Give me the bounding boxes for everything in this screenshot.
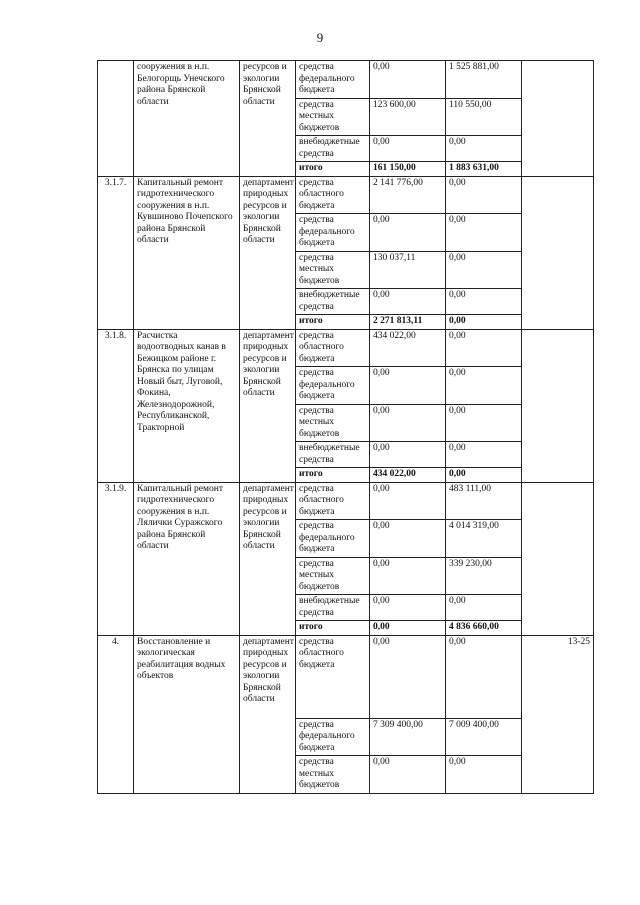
table-body (98, 61, 594, 794)
funding-source: средства местных бюджетов (296, 98, 370, 136)
total-label: итого (296, 621, 370, 636)
item-executor: департамент природных ресурсов и экологии Брянской области (240, 635, 296, 793)
amount-cell: 0,00 (370, 289, 446, 315)
amount-cell: 7 009 400,00 (446, 718, 522, 756)
amount-cell: 0,00 (370, 595, 446, 621)
table-row (98, 635, 594, 718)
amount-cell: 1 525 881,00 (446, 61, 522, 99)
item-name: Капитальный ремонт гидротехнического сооружения в н.п. Кувшиново Почепского района Брянской области (134, 176, 240, 329)
funding-source: средства федерального бюджета (296, 61, 370, 99)
amount-cell: 0,00 (370, 635, 446, 718)
total-amount: 2 271 813,11 (370, 315, 446, 330)
amount-cell: 7 309 400,00 (370, 718, 446, 756)
amount-cell: 4 014 319,00 (446, 520, 522, 558)
amount-cell: 0,00 (370, 367, 446, 405)
funding-source: средства областного бюджета (296, 329, 370, 367)
funding-source: внебюджетные средства (296, 595, 370, 621)
amount-cell: 0,00 (446, 176, 522, 214)
item-name: сооружения в н.п. Белогорщь Унечского района Брянской области (134, 61, 240, 177)
total-label: итого (296, 315, 370, 330)
funding-source: средства федерального бюджета (296, 214, 370, 252)
amount-cell: 0,00 (370, 214, 446, 252)
funding-source: внебюджетные средства (296, 136, 370, 162)
amount-cell: 0,00 (446, 404, 522, 442)
funding-source: средства местных бюджетов (296, 756, 370, 794)
amount-cell: 0,00 (370, 520, 446, 558)
amount-cell: 483 111,00 (446, 482, 522, 520)
total-amount: 0,00 (370, 621, 446, 636)
amount-cell: 0,00 (370, 136, 446, 162)
total-amount: 434 022,00 (370, 468, 446, 483)
item-code (522, 482, 594, 635)
amount-cell: 0,00 (370, 482, 446, 520)
item-name: Восстановление и экологическая реабилитация водных объектов (134, 635, 240, 793)
amount-cell: 0,00 (446, 756, 522, 794)
amount-cell: 123 600,00 (370, 98, 446, 136)
amount-cell: 0,00 (446, 251, 522, 289)
amount-cell: 0,00 (370, 756, 446, 794)
amount-cell: 2 141 776,00 (370, 176, 446, 214)
funding-source: средства областного бюджета (296, 482, 370, 520)
item-code (522, 329, 594, 482)
total-amount: 0,00 (446, 315, 522, 330)
item-code (522, 61, 594, 177)
amount-cell: 130 037,11 (370, 251, 446, 289)
total-amount: 1 883 631,00 (446, 162, 522, 177)
table-row (98, 482, 594, 520)
item-executor: департамент природных ресурсов и экологии Брянской области (240, 176, 296, 329)
funding-source: средства федерального бюджета (296, 718, 370, 756)
amount-cell: 0,00 (446, 635, 522, 718)
amount-cell: 0,00 (446, 136, 522, 162)
amount-cell: 110 550,00 (446, 98, 522, 136)
funding-source: средства федерального бюджета (296, 520, 370, 558)
amount-cell: 434 022,00 (370, 329, 446, 367)
table-row (98, 176, 594, 214)
item-code: 13-25 (522, 635, 594, 793)
total-amount: 161 150,00 (370, 162, 446, 177)
amount-cell: 0,00 (370, 61, 446, 99)
page-number: 9 (316, 30, 324, 45)
amount-cell: 0,00 (446, 214, 522, 252)
funding-source: средства местных бюджетов (296, 251, 370, 289)
amount-cell: 0,00 (370, 557, 446, 595)
amount-cell: 0,00 (370, 404, 446, 442)
total-label: итого (296, 162, 370, 177)
item-executor: департамент природных ресурсов и экологии Брянской области (240, 482, 296, 635)
total-amount: 4 836 660,00 (446, 621, 522, 636)
item-name: Расчистка водоотводных канав в Бежицком районе г. Брянска по улицам Новый быт, Луговой, Фокина, Железнодорожной, Республиканской, Тракторной (134, 329, 240, 482)
item-number: 4. (98, 635, 134, 793)
item-name: Капитальный ремонт гидротехнического сооружения в н.п. Лялички Суражского района Брянской области (134, 482, 240, 635)
item-number: 3.1.8. (98, 329, 134, 482)
amount-cell: 0,00 (446, 595, 522, 621)
item-executor: департамент природных ресурсов и экологии Брянской области (240, 329, 296, 482)
amount-cell: 0,00 (370, 442, 446, 468)
amount-cell: 0,00 (446, 329, 522, 367)
budget-table (97, 60, 594, 794)
funding-source: внебюджетные средства (296, 442, 370, 468)
funding-source: внебюджетные средства (296, 289, 370, 315)
item-number (98, 61, 134, 177)
item-executor: ресурсов и экологии Брянской области (240, 61, 296, 177)
table-row (98, 61, 594, 99)
amount-cell: 0,00 (446, 289, 522, 315)
total-amount: 0,00 (446, 468, 522, 483)
funding-source: средства местных бюджетов (296, 404, 370, 442)
funding-source: средства местных бюджетов (296, 557, 370, 595)
funding-source: средства федерального бюджета (296, 367, 370, 405)
item-number: 3.1.7. (98, 176, 134, 329)
funding-source: средства областного бюджета (296, 176, 370, 214)
table-row (98, 329, 594, 367)
funding-source: средства областного бюджета (296, 635, 370, 718)
amount-cell: 0,00 (446, 442, 522, 468)
item-code (522, 176, 594, 329)
amount-cell: 339 230,00 (446, 557, 522, 595)
total-label: итого (296, 468, 370, 483)
item-number: 3.1.9. (98, 482, 134, 635)
amount-cell: 0,00 (446, 367, 522, 405)
